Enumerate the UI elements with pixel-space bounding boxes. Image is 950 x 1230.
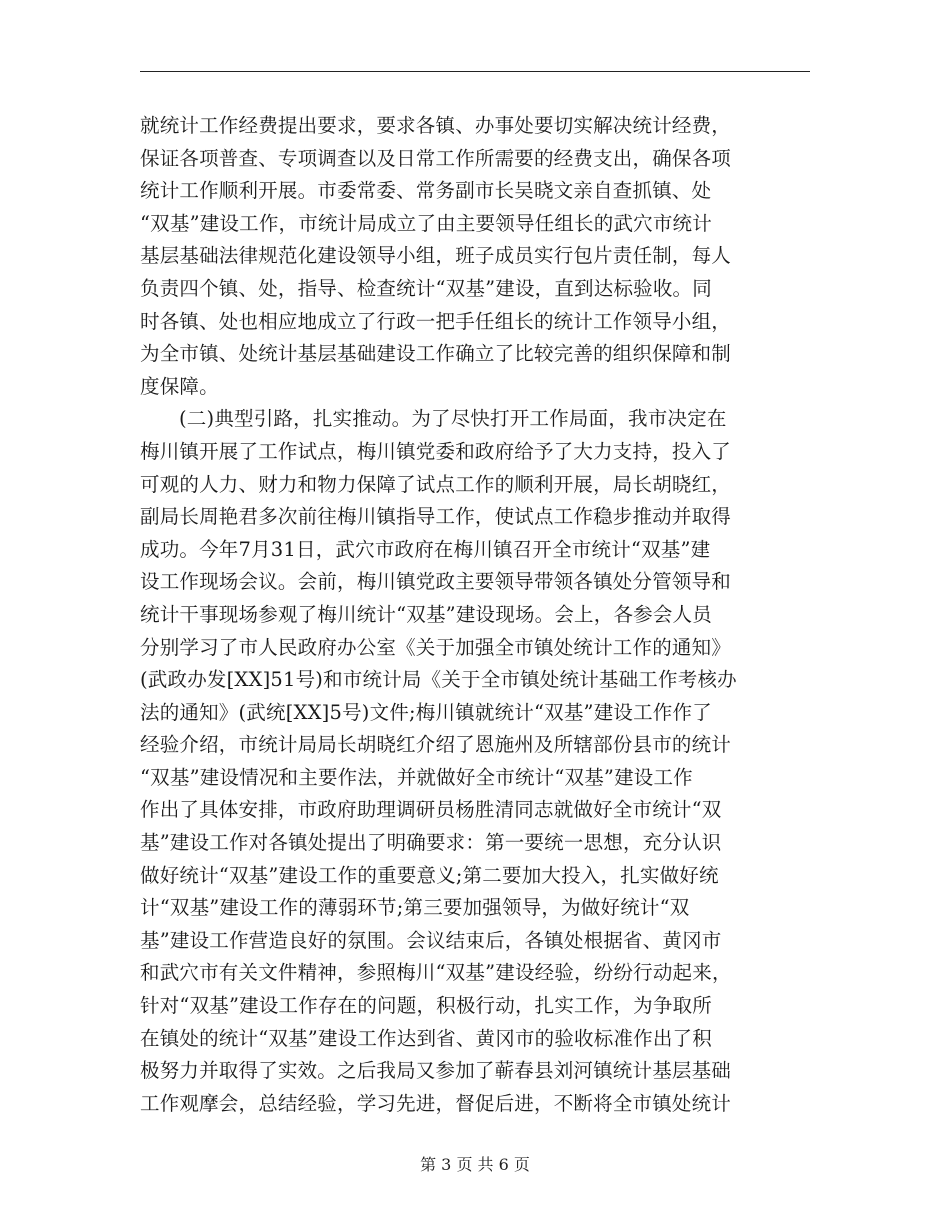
text-line: 计“双基”建设工作的薄弱环节;第三要加强领导，为做好统计“双 <box>140 896 690 920</box>
text-line: 针对“双基”建设工作存在的问题，积极行动，扎实工作，为争取所 <box>140 994 712 1018</box>
paragraph-start-line: (二)典型引路，扎实推动。为了尽快打开工作局面，我市决定在 <box>179 407 727 431</box>
text-line: 负责四个镇、处，指导、检查统计“双基”建设，直到达标验收。同 <box>140 276 712 300</box>
text-line: 作出了具体安排，市政府助理调研员杨胜清同志就做好全市统计“双 <box>140 798 722 822</box>
text-line: 时各镇、处也相应地成立了行政一把手任组长的统计工作领导小组， <box>140 309 732 333</box>
header-rule <box>140 71 810 72</box>
text-line: 在镇处的统计“双基”建设工作达到省、黄冈市的验收标准作出了积 <box>140 1026 712 1050</box>
text-line: 基”建设工作营造良好的氛围。会议结束后，各镇处根据省、黄冈市 <box>140 928 722 952</box>
text-line: 基”建设工作对各镇处提出了明确要求：第一要统一思想，充分认识 <box>140 831 722 855</box>
text-line: 基层基础法律规范化建设领导小组，班子成员实行包片责任制，每人 <box>140 244 732 268</box>
text-line: 为全市镇、处统计基层基础建设工作确立了比较完善的组织保障和制 <box>140 342 732 366</box>
text-line: 和武穴市有关文件精神，参照梅川“双基”建设经验，纷纷行动起来， <box>140 961 732 985</box>
text-line: 副局长周艳君多次前往梅川镇指导工作，使试点工作稳步推动并取得 <box>140 505 732 529</box>
text-line: 统计干事现场参观了梅川统计“双基”建设现场。会上，各参会人员 <box>140 602 712 626</box>
text-line: 成功。今年7月31日，武穴市政府在梅川镇召开全市统计“双基”建 <box>140 537 711 561</box>
text-line: 极努力并取得了实效。之后我局又参加了蕲春县刘河镇统计基层基础 <box>140 1059 732 1083</box>
text-line: 可观的人力、财力和物力保障了试点工作的顺利开展，局长胡晓红， <box>140 472 732 496</box>
document-body <box>140 110 812 1120</box>
page-number: 第 3 页 共 6 页 <box>420 1155 530 1174</box>
text-line: 法的通知》(武统[XX]5号)文件;梅川镇就统计“双基”建设工作作了 <box>140 700 712 724</box>
text-line: “双基”建设工作，市统计局成立了由主要领导任组长的武穴市统计 <box>140 211 712 235</box>
text-line: 设工作现场会议。会前，梅川镇党政主要领导带领各镇处分管领导和 <box>140 570 732 594</box>
text-line: 经验介绍，市统计局局长胡晓红介绍了恩施州及所辖部份县市的统计 <box>140 733 732 757</box>
text-line: 保证各项普查、专项调查以及日常工作所需要的经费支出，确保各项 <box>140 146 732 170</box>
text-line: 工作观摩会，总结经验，学习先进，督促后进，不断将全市镇处统计 <box>140 1091 732 1115</box>
text-line: 梅川镇开展了工作试点，梅川镇党委和政府给予了大力支持，投入了 <box>140 439 732 463</box>
text-line: 度保障。 <box>140 374 219 398</box>
text-line: 做好统计“双基”建设工作的重要意义;第二要加大投入，扎实做好统 <box>140 863 719 887</box>
text-line: 统计工作顺利开展。市委常委、常务副市长吴晓文亲自查抓镇、处 <box>140 179 712 203</box>
text-line: 分别学习了市人民政府办公室《关于加强全市镇处统计工作的通知》 <box>140 635 732 659</box>
text-line: “双基”建设情况和主要作法，并就做好全市统计“双基”建设工作 <box>140 765 693 789</box>
text-line: (武政办发[XX]51号)和市统计局《关于全市镇处统计基础工作考核办 <box>140 668 737 692</box>
text-line: 就统计工作经费提出要求，要求各镇、办事处要切实解决统计经费， <box>140 114 732 137</box>
